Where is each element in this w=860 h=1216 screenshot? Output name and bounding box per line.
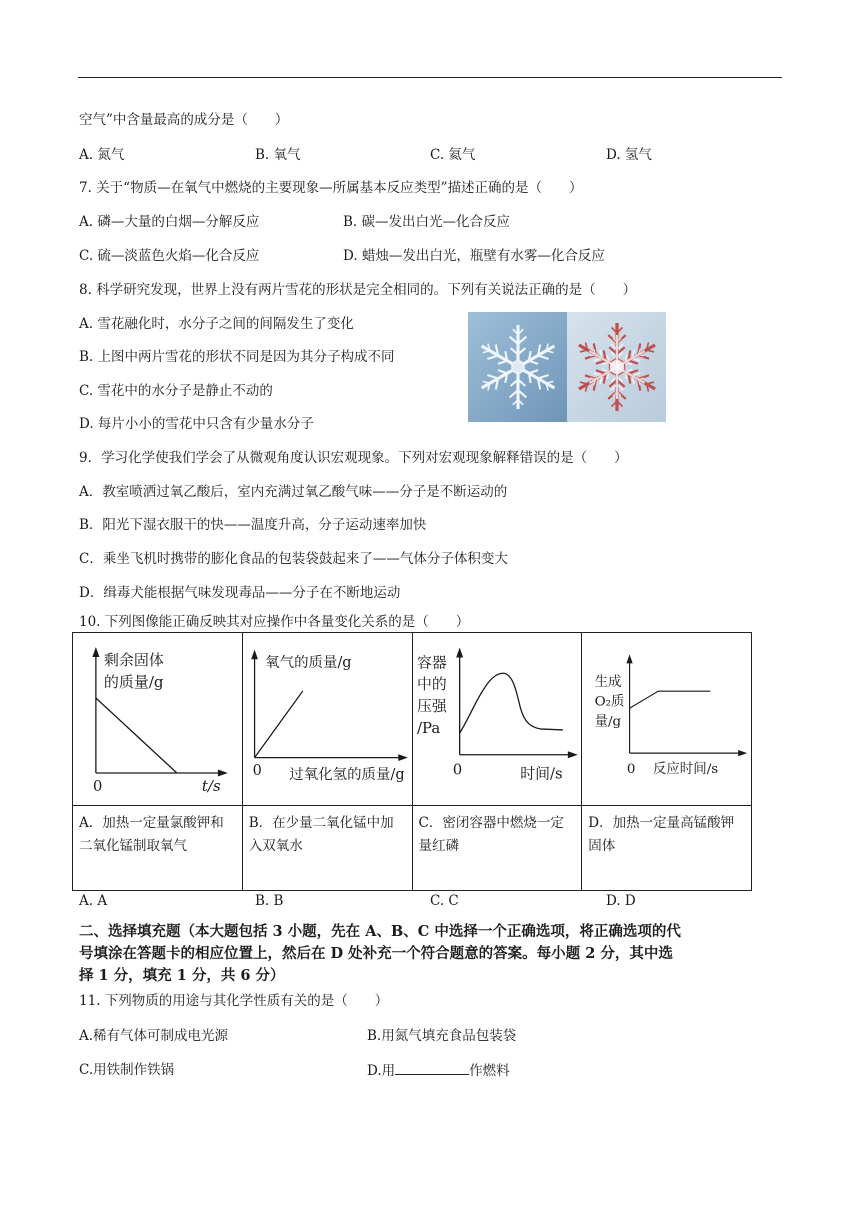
x-label: 过氧化氢的质量/g <box>289 766 405 783</box>
y-label-line-1: 剩余固体 <box>103 651 164 669</box>
q10-graph-d <box>582 633 751 805</box>
q11-option-a: A.稀有气体可制成电光源 <box>79 1028 229 1044</box>
q6-option-c: C. 氦气 <box>430 147 476 163</box>
q11-option-b: B.用氮气填充食品包装袋 <box>367 1028 517 1044</box>
y-label-line-2: 的质量/g <box>103 673 164 691</box>
q11-option-d-prefix: D.用 <box>367 1063 396 1079</box>
x-label: 时间/s <box>519 764 563 783</box>
q11-option-c: C.用铁制作铁锅 <box>79 1062 175 1078</box>
q9-stem: 9．学习化学使我们学会了从微观角度认识宏观现象。下列对宏观现象解释错误的是（ ） <box>79 450 628 466</box>
y-label-line-3: 量/g <box>594 714 622 730</box>
origin-label: 0 <box>627 761 636 777</box>
q7-option-b: B. 碳—发出白光—化合反应 <box>343 214 511 230</box>
y-label-line-3: 压强 <box>416 697 447 716</box>
q8-option-d: D. 每片小小的雪花中只含有少量水分子 <box>79 416 314 432</box>
graph-curve <box>459 673 562 733</box>
y-label-line-1: 容器 <box>416 653 447 672</box>
q10-caption-a: A．加热一定量氯酸钾和二氧化锰制取氧气 <box>73 806 243 891</box>
q10-graph-b <box>243 633 412 805</box>
q10-graph-table <box>72 632 752 891</box>
q7-option-c: C. 硫—淡蓝色火焰—化合反应 <box>79 248 260 264</box>
section2-heading-line-1: 二、选择填充题（本大题包括 3 小题，先在 A、B、C 中选择一个正确选项，将正确选项的代 <box>79 923 681 940</box>
q10-graph-cell-b <box>242 633 412 806</box>
x-axis-arrow-icon <box>398 754 408 761</box>
q10-option-a: A. A <box>79 893 108 909</box>
graph-line <box>630 691 711 708</box>
y-label-line-2: O₂质 <box>594 694 625 710</box>
x-axis-arrow-icon <box>738 750 747 756</box>
x-label: t/s <box>201 777 221 795</box>
q10-option-b: B. B <box>255 893 284 909</box>
q8-stem: 8. 科学研究发现，世界上没有两片雪花的形状是完全相同的。下列有关说法正确的是（ ） <box>79 282 637 298</box>
q10-stem: 10. 下列图像能正确反映其对应操作中各量变化关系的是（ ） <box>79 614 470 630</box>
q10-graph-a <box>73 633 242 805</box>
q8-option-c: C. 雪花中的水分子是静止不动的 <box>79 383 273 399</box>
x-label: 反应时间/s <box>653 761 719 777</box>
q9-option-a: A．教室喷洒过氧乙酸后，室内充满过氧乙酸气味——分子是不断运动的 <box>79 484 508 500</box>
y-axis-arrow-icon <box>456 648 463 658</box>
section2-heading-line-2: 号填涂在答题卡的相应位置上，然后在 D 处补充一个符合题意的答案。每小题 2 分，其中选 <box>79 945 673 962</box>
origin-label: 0 <box>92 777 103 795</box>
y-axis-arrow-icon <box>92 647 99 657</box>
q7-option-d: D. 蜡烛—发出白光，瓶壁有水雾—化合反应 <box>343 248 605 264</box>
q6-option-b: B. 氧气 <box>255 147 301 163</box>
q10-graph-cell-c <box>412 633 582 806</box>
q10-option-c: C. C <box>430 893 459 909</box>
origin-label: 0 <box>252 762 262 779</box>
graph-line <box>254 691 302 758</box>
y-label-line-4: /Pa <box>416 718 440 737</box>
q8-option-b: B. 上图中两片雪花的形状不同是因为其分子构成不同 <box>79 349 395 365</box>
y-label-line-1: 氧气的质量/g <box>264 654 352 671</box>
x-axis-arrow-icon <box>567 751 577 758</box>
q11-answer-blank[interactable] <box>395 1060 469 1075</box>
header-rule <box>78 77 782 78</box>
y-axis-arrow-icon <box>251 650 258 660</box>
q9-option-d: D．缉毒犬能根据气味发现毒品——分子在不断地运动 <box>79 585 401 601</box>
y-label-line-2: 中的 <box>416 675 447 694</box>
section2-heading-line-3: 择 1 分，填充 1 分，共 6 分） <box>79 967 285 984</box>
y-label-line-1: 生成 <box>594 674 622 690</box>
q10-graph-cell-d <box>582 633 752 806</box>
q7-option-a: A. 磷—大量的白烟—分解反应 <box>79 214 260 230</box>
q10-caption-c: C．密闭容器中燃烧一定量红磷 <box>412 806 582 891</box>
q11-option-d <box>367 1060 510 1081</box>
origin-label: 0 <box>452 760 462 779</box>
q8-option-a: A. 雪花融化时，水分子之间的间隔发生了变化 <box>79 316 354 332</box>
q10-graph-c <box>413 633 582 805</box>
q6-option-a: A. 氮气 <box>79 147 125 163</box>
q6-option-d: D. 氢气 <box>606 147 652 163</box>
q10-graph-cell-a <box>73 633 243 806</box>
q10-caption-b: B．在少量二氧化锰中加入双氧水 <box>242 806 412 891</box>
q11-option-d-suffix: 作燃料 <box>469 1063 510 1079</box>
q9-option-b: B．阳光下湿衣服干的快——温度升高，分子运动速率加快 <box>79 517 427 533</box>
q11-stem: 11. 下列物质的用途与其化学性质有关的是（ ） <box>79 993 389 1009</box>
graph-line <box>96 698 177 773</box>
x-axis-arrow-icon <box>218 770 228 777</box>
q6-stem: 空气”中含量最高的成分是（ ） <box>79 112 289 128</box>
y-axis-arrow-icon <box>627 654 633 663</box>
q9-option-c: C．乘坐飞机时携带的膨化食品的包装袋鼓起来了——气体分子体积变大 <box>79 551 508 567</box>
snowflake-photo <box>468 312 666 422</box>
q10-option-d: D. D <box>606 893 636 909</box>
q10-caption-d: D．加热一定量高锰酸钾固体 <box>582 806 752 891</box>
q7-stem: 7. 关于“物质—在氧气中燃烧的主要现象—所属基本反应类型”描述正确的是（ ） <box>79 180 583 196</box>
